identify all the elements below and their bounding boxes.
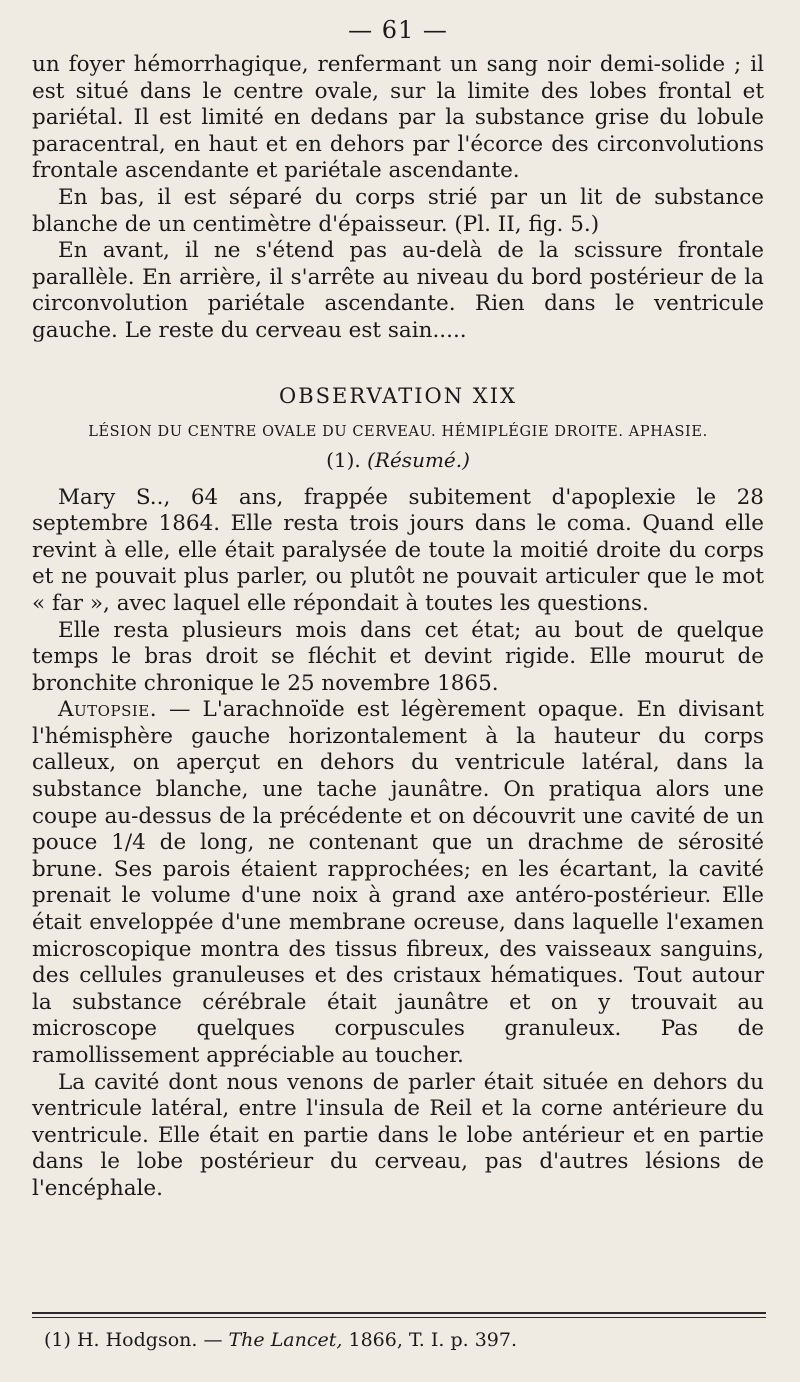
paragraph-en-avant: En avant, il ne s'étend pas au-delà de la scissure frontale parallèle. En arrière, il s'arrête au niveau du bord postérieur de la circonvolution pariétale ascendante. Rien dans le ventricule gauche. Le reste du cerveau est sain..... bbox=[32, 238, 764, 343]
paragraph-case-evolution: Elle resta plusieurs mois dans cet état; au bout de quelque temps le bras droit se fléchit et devint rigide. Elle mourut de bronchite chronique le 25 novembre 1865. bbox=[32, 617, 764, 696]
observation-note-reference bbox=[32, 447, 764, 473]
paragraph-en-bas: En bas, il est séparé du corps strié par un lit de substance blanche de un centimètre d'épaisseur. (Pl. II, fig. 5.) bbox=[32, 184, 764, 237]
resume-label: (Résumé.) bbox=[367, 447, 470, 472]
footnote-marker: (1) bbox=[44, 1329, 71, 1351]
footnote-details: 1866, T. I. p. 397. bbox=[342, 1329, 517, 1351]
footnote-author: H. Hodgson. — bbox=[70, 1329, 229, 1351]
autopsy-label: Autopsie. bbox=[58, 697, 158, 723]
paragraph-autopsy bbox=[32, 697, 764, 1069]
paragraph-conclusion: La cavité dont nous venons de parler était située en dehors du ventricule latéral, entre l'insula de Reil et la corne antérieure du ventricule. Elle était en partie dans le lobe antérieur et en partie dans le lobe postérieur du cerveau, pas d'autres lésions de l'encéphale. bbox=[32, 1069, 764, 1201]
observation-title: OBSERVATION XIX bbox=[279, 383, 517, 408]
footnote-divider bbox=[32, 1312, 766, 1314]
paragraph-case-history: Mary S.., 64 ans, frappée subitement d'apoplexie le 28 septembre 1864. Elle resta trois jours dans le coma. Quand elle revint à elle, elle était paralysée de toute la moitié droite du corps et ne pouvait plus parler, ou plutôt ne pouvait articuler que le mot « far », avec laquel elle répondait à toutes les questions. bbox=[32, 484, 764, 616]
footnote-journal: The Lancet, bbox=[228, 1329, 343, 1351]
observation-subtitle: LÉSION DU CENTRE OVALE DU CERVEAU. HÉMIPLÉGIE DROITE. APHASIE. bbox=[88, 423, 708, 440]
paragraph-foyer: un foyer hémorrhagique, renfermant un sang noir demi-solide ; il est situé dans le centre ovale, sur la limite des lobes frontal et pariétal. Il est limité en dedans par la substance grise du lobule paracentral, en haut et en dehors par l'écorce des circonvolutions frontale ascendante et pariétale ascendante. bbox=[32, 52, 764, 184]
footnote bbox=[44, 1327, 517, 1353]
note-marker: (1). bbox=[326, 447, 361, 472]
autopsy-text: — L'arachnoïde est légèrement opaque. En divisant l'hémisphère gauche horizontalement à la hauteur du corps calleux, on aperçut en dehors du ventricule latéral, dans la substance blanche, une tache jaunâtre. On pratiqua alors une coupe au-dessus de la précédente et on découvrit une cavité de un pouce 1/4 de long, ne contenant que un drachme de sérosité brune. Ses parois étaient rapprochées; en les écartant, la cavité prenait le volume d'une noix à grand axe antéro-postérieur. Elle était enveloppée d'une membrane ocreuse, dans laquelle l'examen microscopique montra des tissus fibreux, des vaisseaux sanguins, des cellules granuleuses et des cristaux hématiques. Tout autour la substance cérébrale était jaunâtre et on y trouvait au microscope quelques corpuscules granuleux. Pas de ramollissement appréciable au toucher. bbox=[32, 697, 764, 1068]
footnote-divider-thin bbox=[32, 1317, 766, 1318]
page-number: — 61 — bbox=[348, 16, 448, 44]
